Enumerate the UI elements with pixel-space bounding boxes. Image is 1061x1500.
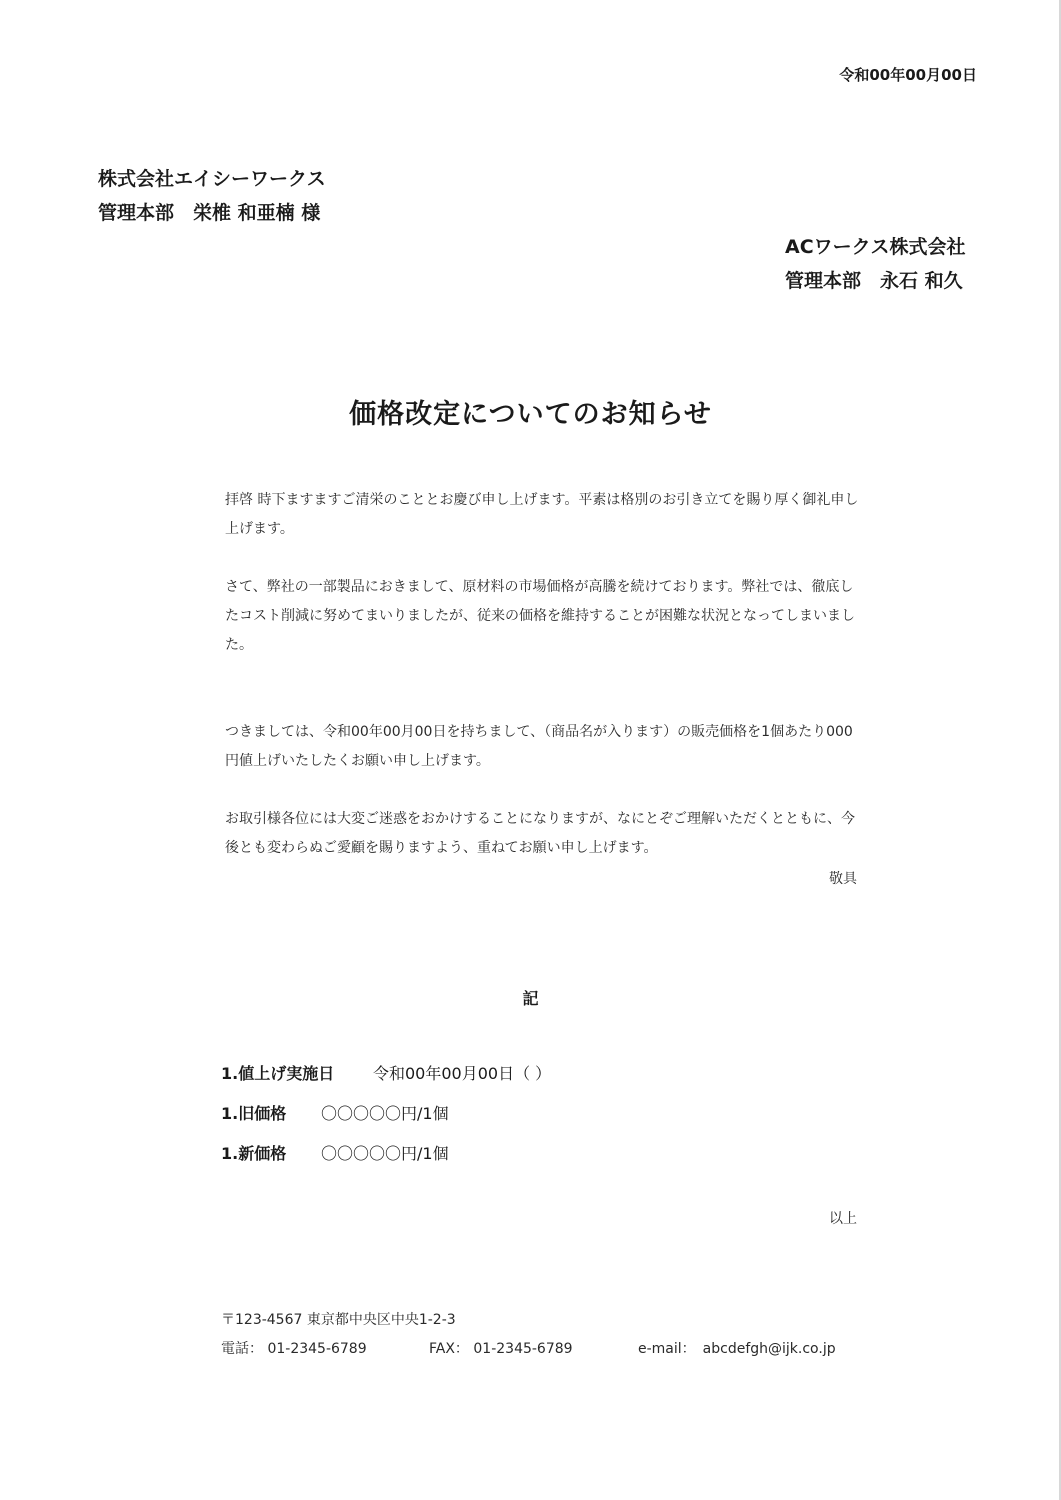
contact-footer <box>221 1306 836 1364</box>
recipient-block <box>98 162 326 230</box>
detail-label: 1.値上げ実施日 <box>221 1064 335 1083</box>
body-paragraph-greeting: 拝啓 時下ますますご清栄のこととお慶び申し上げます。平素は格別のお引き立てを賜り厚く御礼申し上げます。 <box>225 492 859 537</box>
detail-value: 〇〇〇〇〇円/1個 <box>321 1144 449 1163</box>
detail-value: 令和00年00月00日（ ） <box>373 1064 552 1083</box>
footer-contact-row <box>221 1335 836 1364</box>
recipient-company: 株式会社エイシーワークス <box>98 168 326 190</box>
detail-value: 〇〇〇〇〇円/1個 <box>321 1104 449 1123</box>
detail-row-new-price <box>221 1138 551 1178</box>
detail-label: 1.旧価格 <box>221 1104 287 1123</box>
footer-phone: 電話： 01-2345-6789 <box>221 1341 367 1357</box>
body-paragraph-request: つきましては、令和00年00月00日を持ちまして、（商品名が入ります）の販売価格を1個あたり000円値上げいたしたくお願い申し上げます。 <box>225 724 853 769</box>
document-title: 価格改定についてのお知らせ <box>349 399 712 430</box>
detail-row-effective-date <box>221 1058 551 1098</box>
ki-heading: 記 <box>522 989 539 1008</box>
sender-company: ACワークス株式会社 <box>785 236 966 258</box>
document-date: 令和00年00月00日 <box>839 66 977 84</box>
details-list <box>221 1058 551 1178</box>
footer-email: e-mail： abcdefgh@ijk.co.jp <box>638 1341 836 1357</box>
detail-label: 1.新価格 <box>221 1144 287 1163</box>
detail-row-old-price <box>221 1098 551 1138</box>
footer-fax: FAX： 01-2345-6789 <box>429 1341 573 1357</box>
sender-block <box>785 230 965 298</box>
closing-ijo: 以上 <box>829 1211 857 1227</box>
letter-body <box>225 486 865 863</box>
sender-person: 管理本部 永石 和久 <box>785 270 963 292</box>
footer-address: 〒123-4567 東京都中央区中央1-2-3 <box>221 1312 456 1328</box>
recipient-person: 管理本部 栄椎 和亜楠 様 <box>98 202 321 224</box>
body-paragraph-situation: さて、弊社の一部製品におきまして、原材料の市場価格が高騰を続けております。弊社では、徹底したコスト削減に努めてまいりましたが、従来の価格を維持することが困難な状況となってしまいました。 <box>225 579 855 653</box>
closing-keigu: 敬具 <box>829 871 857 887</box>
body-paragraph-apology: お取引様各位には大変ご迷惑をおかけすることになりますが、なにとぞご理解いただくとともに、今後とも変わらぬご愛顧を賜りますよう、重ねてお願い申し上げます。 <box>225 811 855 856</box>
